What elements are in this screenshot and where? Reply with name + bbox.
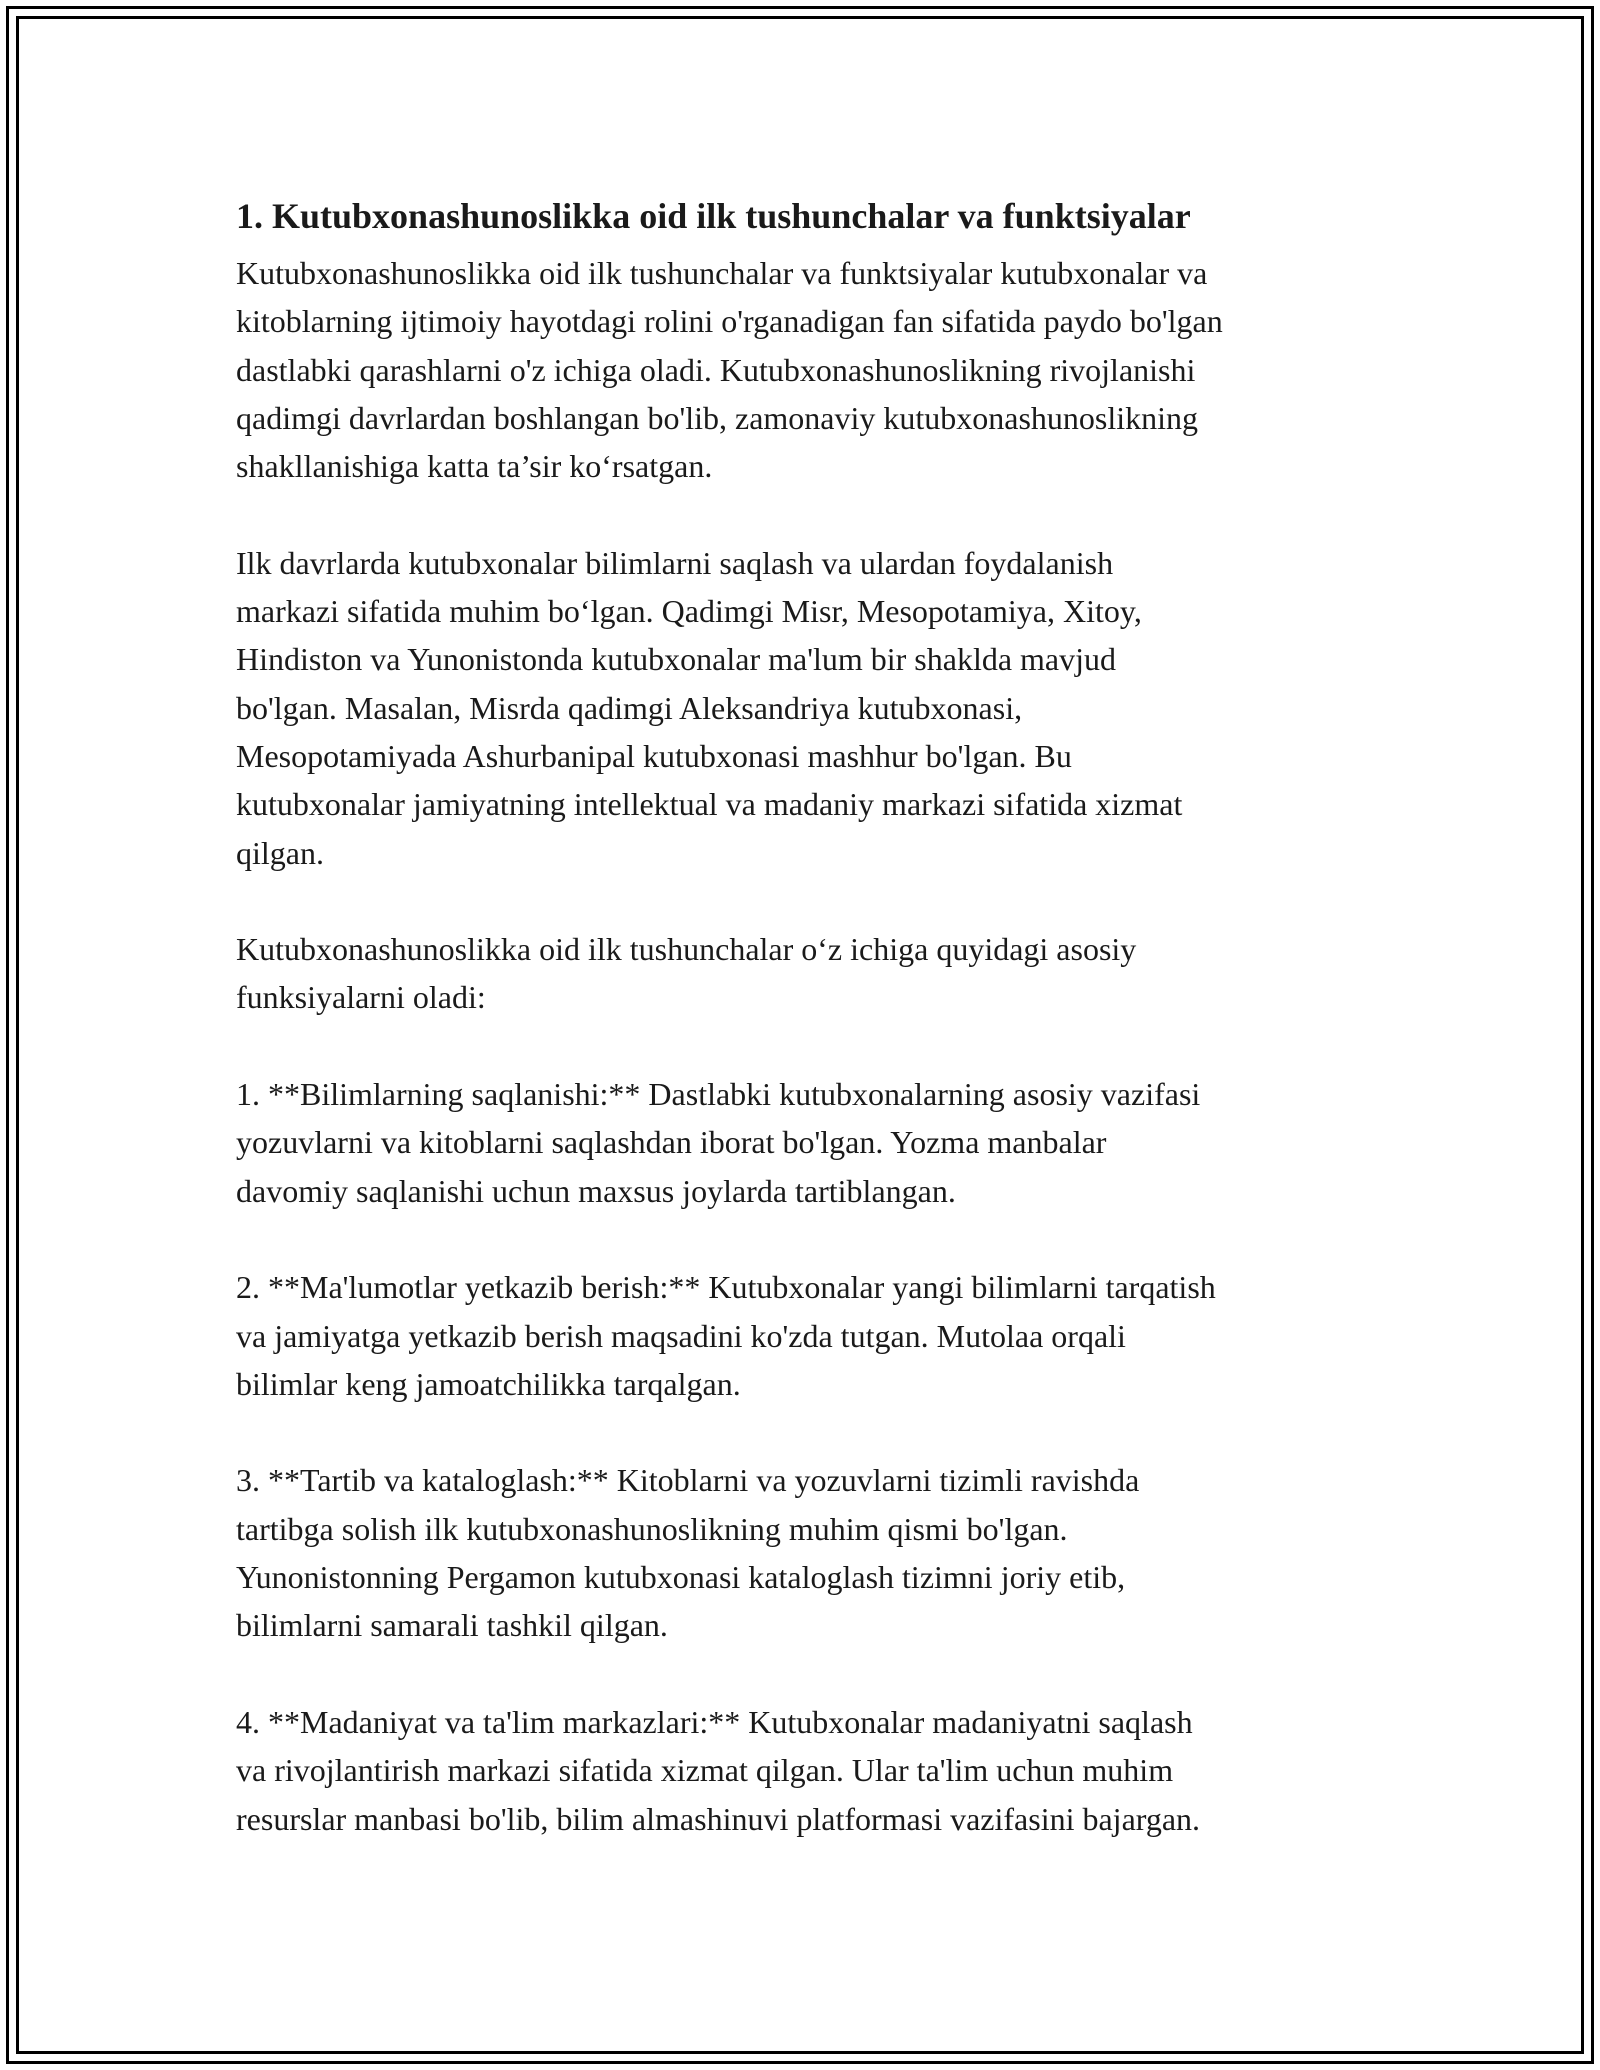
paragraph <box>236 925 1376 1022</box>
paragraph-line: Hindiston va Yunonistonda kutubxonalar ma'lum bir shaklda mavjud <box>236 641 1117 678</box>
paragraph-line: 3. **Tartib va kataloglash:** Kitoblarni va yozuvlarni tizimli ravishda <box>236 1462 1140 1499</box>
paragraph-line: resurslar manbasi bo'lib, bilim almashinuvi platformasi vazifasini bajargan. <box>236 1800 1201 1837</box>
paragraph-line: 2. **Ma'lumotlar yetkazib berish:** Kutubxonalar yangi bilimlarni tarqatish <box>236 1269 1216 1306</box>
paragraph-line: va rivojlantirish markazi sifatida xizmat qilgan. Ular ta'lim uchun muhim <box>236 1752 1174 1789</box>
paragraph-line: Ilk davrlarda kutubxonalar bilimlarni saqlash va ulardan foydalanish <box>236 544 1114 581</box>
section-heading: 1. Kutubxonashunoslikka oid ilk tushunchalar va funktsiyalar <box>236 196 1191 236</box>
paragraph-line: markazi sifatida muhim bo‘lgan. Qadimgi Misr, Mesopotamiya, Xitoy, <box>236 593 1142 630</box>
paragraph-line: yozuvlarni va kitoblarni saqlashdan iborat bo'lgan. Yozma manbalar <box>236 1124 1107 1161</box>
paragraph-line: kitoblarning ijtimoiy hayotdagi rolini o'rganadigan fan sifatida paydo bo'lgan <box>236 303 1223 340</box>
paragraph-line: Kutubxonashunoslikka oid ilk tushunchalar va funktsiyalar kutubxonalar va <box>236 255 1208 291</box>
paragraph <box>236 539 1376 877</box>
paragraph-line: kutubxonalar jamiyatning intellektual va madaniy markazi sifatida xizmat <box>236 786 1183 823</box>
paragraph-line: tartibga solish ilk kutubxonashunoslikning muhim qismi bo'lgan. <box>236 1510 1068 1547</box>
paragraph-line: funksiyalarni oladi: <box>236 979 486 1016</box>
paragraph-line: qilgan. <box>236 834 324 871</box>
paragraph-line: va jamiyatga yetkazib berish maqsadini ko'zda tutgan. Mutolaa orqali <box>236 1317 1126 1354</box>
paragraph-line: qadimgi davrlardan boshlangan bo'lib, zamonaviy kutubxonashunoslikning <box>236 399 1199 436</box>
paragraph-line: 1. **Bilimlarning saqlanishi:** Dastlabki kutubxonalarning asosiy vazifasi <box>236 1076 1201 1113</box>
paragraph-list <box>236 249 1376 1843</box>
paragraph-line: shakllanishiga katta ta’sir ko‘rsatgan. <box>236 448 713 485</box>
paragraph <box>236 1263 1376 1408</box>
paragraph-line: Yunonistonning Pergamon kutubxonasi kataloglash tizimni joriy etib, <box>236 1559 1126 1596</box>
paragraph-line: bilimlarni samarali tashkil qilgan. <box>236 1607 668 1644</box>
paragraph-line: davomiy saqlanishi uchun maxsus joylarda tartiblangan. <box>236 1172 956 1209</box>
document-body <box>236 185 1376 1843</box>
paragraph-line: 4. **Madaniyat va ta'lim markazlari:** Kutubxonalar madaniyatni saqlash <box>236 1703 1193 1740</box>
paragraph <box>236 1698 1376 1843</box>
paragraph-line: bilimlar keng jamoatchilikka tarqalgan. <box>236 1365 741 1402</box>
paragraph <box>236 1456 1376 1649</box>
paragraph-line: bo'lgan. Masalan, Misrda qadimgi Aleksandriya kutubxonasi, <box>236 689 1023 726</box>
paragraph <box>236 1070 1376 1215</box>
paragraph-line: dastlabki qarashlarni o'z ichiga oladi. Kutubxonashunoslikning rivojlanishi <box>236 351 1196 388</box>
paragraph-line: Kutubxonashunoslikka oid ilk tushunchalar o‘z ichiga quyidagi asosiy <box>236 931 1137 968</box>
paragraph-line: Mesopotamiyada Ashurbanipal kutubxonasi mashhur bo'lgan. Bu <box>236 737 1072 774</box>
paragraph <box>236 249 1376 490</box>
